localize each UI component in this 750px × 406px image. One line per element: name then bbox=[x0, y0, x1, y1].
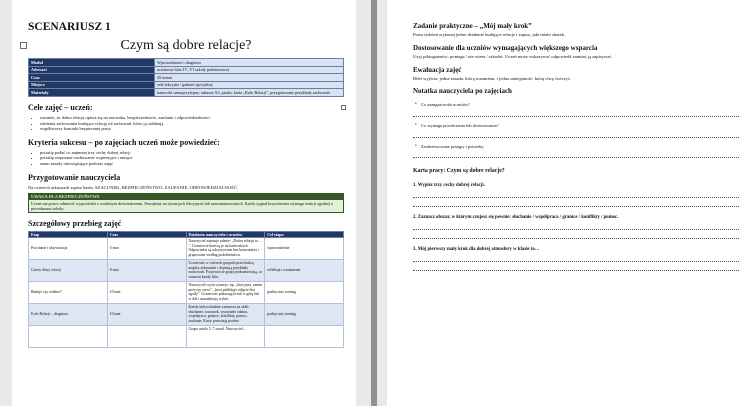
task-heading: Zadanie praktyczne – „Mój mały krok” bbox=[413, 22, 532, 30]
meta-key: Adresaci bbox=[29, 66, 155, 74]
safety-box bbox=[28, 193, 344, 212]
meta-row bbox=[29, 81, 344, 89]
table-move-handle[interactable] bbox=[20, 42, 27, 49]
note-items bbox=[413, 102, 739, 158]
flow-cell-time: 10 min bbox=[107, 281, 186, 303]
flow-cell-stage: Koło Relacji – diagnoza bbox=[29, 303, 108, 325]
note-item bbox=[413, 144, 739, 159]
eval-text: Bilet wyjścia: jedna zasada, którą rozumiem, i jedna umiejętność, którą chcę ćwiczyć. bbox=[413, 75, 572, 81]
document-title: Czym są dobre relacje? bbox=[120, 38, 252, 53]
meta-table-body bbox=[29, 59, 344, 97]
note-item-text: • Co wymaga powtórzenia lub dostosowania? bbox=[415, 122, 499, 128]
flow-header-stage: Etap bbox=[29, 231, 108, 237]
flow-cell-desc: Uczniowie w czterech grupach przechodzą między arkuszami i dopisują przykłady zachowań. Po powrocie grupy podsumowują, co oznacza każdy filar. bbox=[186, 259, 265, 281]
adapt-heading: Dostosowanie dla uczniów wymagających większego wsparcia bbox=[413, 43, 598, 52]
flow-cell-goal bbox=[265, 325, 344, 347]
prep-text: Na czterech arkuszach zapisz hasła: SZACUNEK, BEZPIECZEŃSTWO, ZAUFANIE, ODPOWIEDZIALNOŚĆ. bbox=[28, 184, 238, 190]
meta-row bbox=[29, 89, 344, 97]
criteria-item: • znam zasady obowiązujące podczas zajęć bbox=[40, 161, 344, 167]
flow-header-time: Czas bbox=[107, 231, 186, 237]
document-page-2 bbox=[387, 0, 750, 406]
answer-line[interactable] bbox=[413, 223, 739, 230]
flow-row bbox=[29, 281, 344, 303]
flow-cell-goal: wprowadzenie bbox=[265, 237, 344, 259]
bullet-icon: • bbox=[415, 143, 417, 149]
flow-cell-goal: praktyczny trening bbox=[265, 303, 344, 325]
eval-heading: Ewaluacja zajęć bbox=[413, 65, 462, 74]
answer-line[interactable] bbox=[413, 131, 739, 138]
answer-line[interactable] bbox=[413, 151, 739, 158]
worksheet-question: 2. Zaznacz obszar, w którym czujesz się pewnie: słuchanie / współpraca / granice / konflikty / pomoc. bbox=[413, 215, 619, 221]
answer-line[interactable] bbox=[413, 191, 739, 198]
meta-value: 45 minut bbox=[155, 74, 344, 82]
criteria-heading: Kryteria sukcesu – po zajęciach uczeń może powiedzieć: bbox=[28, 137, 220, 147]
flow-cell-stage: Cztery filary relacji bbox=[29, 259, 108, 281]
flow-cell-desc: Nauczyciel czyta sytuacje, np. „ktoś pyta, zanim pożyczy rzecz”, „ktoś publikuje zdjęcie bez zgody”. Uczniowie pokazują kciuk w górę lub w dół i uzasadniają wybór. bbox=[186, 281, 265, 303]
bullet-icon: • bbox=[415, 102, 417, 108]
flow-cell-desc: Grupa ustala 5–7 zasad. Nauczyciel… bbox=[186, 325, 265, 347]
answer-line[interactable] bbox=[413, 264, 739, 271]
note-item-text: • Co zaangażowało uczniów? bbox=[415, 102, 471, 108]
flow-row bbox=[29, 303, 344, 325]
page-2-content bbox=[413, 22, 739, 271]
meta-key: Czas bbox=[29, 74, 155, 82]
meta-value: uczniowie klas IV–VI szkoły podstawowej bbox=[155, 66, 344, 74]
task-text: Przez tydzień wykonaj jedno działanie budujące relacje i zapisz, jaki miało skutek. bbox=[413, 32, 566, 37]
flow-cell-stage: Powitanie i aktywizacja bbox=[29, 237, 108, 259]
page-gap-divider bbox=[371, 0, 377, 406]
safety-box-title: UWAGA DLA BEZPIECZEŃSTWA bbox=[29, 194, 343, 200]
flow-row bbox=[29, 325, 344, 347]
flow-cell-desc: Każdy indywidualnie zaznacza na skali: słuchanie, szacunek, wyrażanie zdania, współpraca, granice, konflikty, pomoc, zaufanie. Karty pozostają poufne. bbox=[186, 303, 265, 325]
flow-cell-time: 5 min bbox=[107, 237, 186, 259]
meta-table bbox=[28, 58, 344, 97]
answer-line[interactable] bbox=[413, 110, 739, 117]
meta-row bbox=[29, 74, 344, 82]
answer-line[interactable] bbox=[413, 232, 739, 239]
scenario-label: SCENARIUSZ 1 bbox=[28, 21, 111, 33]
adapt-text: Użyj piktogramów: pomaga / nie wiem / szkodzi. Uczeń może wskazywać odpowiedź zamiast ją zapisywać. bbox=[413, 53, 613, 59]
table-resize-handle[interactable] bbox=[341, 105, 346, 110]
flow-row bbox=[29, 259, 344, 281]
worksheet-question: 3. Mój pierwszy mały krok dla dobrej atmosfery w klasie to… bbox=[413, 247, 540, 253]
bullet-icon: • bbox=[415, 122, 417, 128]
prep-heading: Przygotowanie nauczyciela bbox=[28, 172, 121, 182]
criteria-item: • potrafię podać co najmniej trzy cechy dobrej relacji bbox=[40, 150, 344, 156]
page-1-content bbox=[28, 20, 344, 348]
flow-cell-desc: Nauczyciel zapisuje zdanie: „Dobra relacja to… ”. Uczniowie kończą je na karteczkach. Odpowiedzi są odczytywane bez komentarzy i grupowane według podobieństwa. bbox=[186, 237, 265, 259]
worksheet-questions bbox=[413, 183, 739, 271]
flow-cell-stage bbox=[29, 325, 108, 347]
document-page-1 bbox=[12, 0, 356, 406]
safety-box-text: Uczeń ma prawo odmówić wypowiedzi o osobistym doświadczeniu. Pracujemy na sytuacjach fikcyjnych lub zanonimizowanych. Każdy sygnał krzywdzenia wymaga reakcji zgodnej z procedurami szkoły. bbox=[29, 200, 343, 211]
flow-heading: Szczegółowy przebieg zajęć bbox=[28, 218, 122, 228]
worksheet-title: Karta pracy: Czym są dobre relacje? bbox=[413, 168, 505, 175]
flow-table-body bbox=[29, 237, 344, 347]
flow-cell-goal: refleksja i rozumienie bbox=[265, 259, 344, 281]
meta-row bbox=[29, 66, 344, 74]
flow-cell-time: 10 min bbox=[107, 303, 186, 325]
meta-key: Materiały bbox=[29, 89, 155, 97]
criteria-list bbox=[28, 150, 344, 167]
meta-value: Wprowadzenie i diagnoza bbox=[155, 59, 344, 67]
criteria-item: • potrafię rozpoznać zachowanie wspierające i raniące bbox=[40, 155, 344, 161]
flow-cell-goal: praktyczny trening bbox=[265, 281, 344, 303]
meta-key: Miejsce bbox=[29, 81, 155, 89]
worksheet-question: 1. Wypisz trzy cechy dobrej relacji. bbox=[413, 183, 485, 189]
goal-item: • rozumie, że dobra relacja opiera się na szacunku, bezpieczeństwie, zaufaniu i odpowiedzialności bbox=[40, 115, 344, 121]
goal-item: • współtworzy kontrakt bezpiecznej pracy bbox=[40, 126, 344, 132]
flow-table bbox=[28, 231, 344, 348]
goals-heading: Cele zajęć – uczeń: bbox=[28, 102, 93, 112]
note-item-text: • Zaobserwowane postępy i potrzeby: bbox=[415, 143, 485, 149]
flow-header-desc: Działania nauczyciela i uczniów bbox=[186, 231, 265, 237]
note-item bbox=[413, 102, 739, 117]
flow-header-goal: Cel etapu bbox=[265, 231, 344, 237]
goals-list bbox=[28, 115, 344, 132]
answer-line[interactable] bbox=[413, 200, 739, 207]
meta-key: Moduł bbox=[29, 59, 155, 67]
flow-cell-time bbox=[107, 325, 186, 347]
flow-row bbox=[29, 237, 344, 259]
meta-value: karteczki samoprzylepne, arkusze A3, pisaki, karta „Koło Relacji”, przygotowane przykłady zachowań bbox=[155, 89, 344, 97]
answer-line[interactable] bbox=[413, 255, 739, 262]
meta-value: sala lekcyjna / gabinet specjalisty bbox=[155, 81, 344, 89]
note-item bbox=[413, 123, 739, 138]
flow-cell-time: 8 min bbox=[107, 259, 186, 281]
note-heading: Notatka nauczyciela po zajęciach bbox=[413, 87, 512, 96]
flow-cell-stage: Buduje czy osłabia? bbox=[29, 281, 108, 303]
goal-item: • odróżnia zachowania budujące relację od zachowań, które ją osłabiają bbox=[40, 121, 344, 127]
meta-row bbox=[29, 59, 344, 67]
